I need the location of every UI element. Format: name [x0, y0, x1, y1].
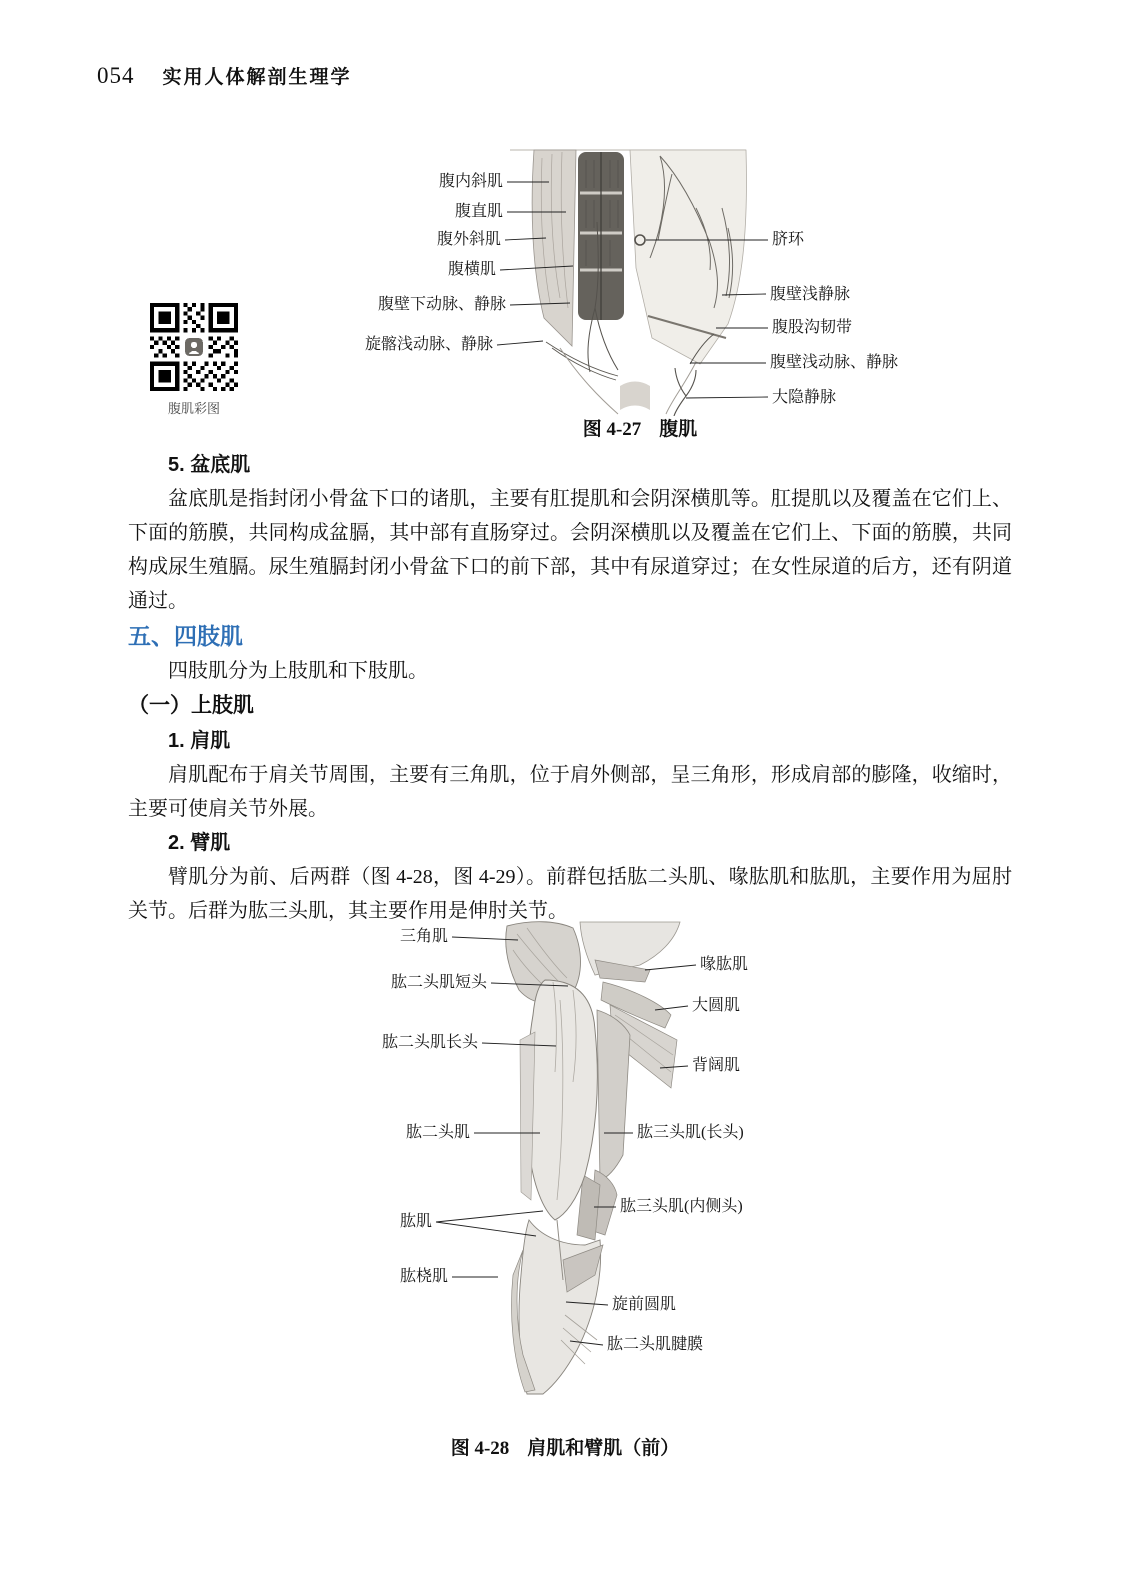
fig427-label-great-saphenous: 大隐静脉 [772, 389, 837, 406]
heading-pelvic-floor: 5. 盆底肌 [168, 454, 251, 476]
page-number: 054 [97, 63, 135, 88]
fig427-label-external-oblique: 腹外斜肌 [436, 231, 501, 248]
figure-427-caption-label: 图 4-27 [582, 419, 642, 440]
fig428-label-brachialis: 肱肌 [399, 1213, 432, 1230]
fig427-label-transversus: 腹横肌 [447, 261, 496, 278]
fig427-label-rectus-abdominis: 腹直肌 [454, 203, 503, 220]
fig428-label-deltoid: 三角肌 [399, 928, 448, 945]
page-header [97, 62, 352, 89]
fig427-label-inguinal-ligament: 腹股沟韧带 [772, 319, 853, 336]
book-title: 实用人体解剖生理学 [162, 67, 352, 88]
figure-428-caption [300, 1433, 830, 1460]
qr-caption: 腹肌彩图 [167, 401, 220, 416]
fig427-label-inferior-epigastric: 腹壁下动脉、静脉 [377, 296, 506, 313]
body-text [128, 448, 1012, 928]
fig427-label-circumflex-iliac: 旋髂浅动脉、静脉 [364, 336, 493, 353]
figure-428-caption-title: 肩肌和臂肌（前） [527, 1438, 680, 1459]
fig427-label-superficial-epigastric-av: 腹壁浅动脉、静脉 [770, 354, 899, 371]
fig428-label-biceps-long-head: 肱二头肌长头 [381, 1034, 478, 1051]
heading-shoulder: 1. 肩肌 [168, 730, 231, 752]
fig427-label-internal-oblique: 腹内斜肌 [438, 173, 503, 190]
heading-upper-limb: （一）上肢肌 [128, 694, 254, 717]
para-limb-intro: 四肢肌分为上肢肌和下肢肌。 [168, 660, 428, 682]
heading-limb-muscles: 五、四肢肌 [128, 623, 243, 649]
fig428-label-bicipital-aponeurosis: 肱二头肌腱膜 [607, 1336, 704, 1353]
fig428-label-biceps-short-head: 肱二头肌短头 [390, 974, 487, 991]
para-arm: 臂肌分为前、后两群（图 4-28，图 4-29）。前群包括肱二头肌、喙肱肌和肱肌，主要作用为屈肘关节。后群为肱三头肌，其主要作用是伸肘关节。 [128, 866, 1012, 922]
fig428-label-pronator-teres: 旋前圆肌 [612, 1296, 677, 1313]
para-shoulder: 肩肌配布于肩关节周围，主要有三角肌，位于肩外侧部，呈三角形，形成肩部的膨隆，收缩时，主要可使肩关节外展。 [128, 764, 1012, 820]
fig428-label-latissimus-dorsi: 背阔肌 [692, 1057, 741, 1074]
figure-428-leader-lines [0, 920, 1127, 1400]
para-pelvic-floor: 盆底肌是指封闭小骨盆下口的诸肌，主要有肛提肌和会阴深横肌等。肛提肌以及覆盖在它们上、下面的筋膜，共同构成盆膈，其中部有直肠穿过。会阴深横肌以及覆盖在它们上、下面的筋膜，共同构成尿生殖膈。尿生殖膈封闭小骨盆下口的前下部，其中有尿道穿过；在女性尿道的后方，还有阴道通过。 [128, 488, 1012, 612]
figure-427-leader-lines [0, 148, 1127, 418]
fig428-label-coracobrachialis: 喙肱肌 [700, 956, 749, 973]
heading-arm: 2. 臂肌 [168, 832, 231, 854]
fig428-label-triceps-long-head: 肱三头肌(长头) [637, 1124, 744, 1141]
fig428-label-biceps: 肱二头肌 [405, 1124, 470, 1141]
fig428-label-brachioradialis: 肱桡肌 [399, 1268, 448, 1285]
fig427-label-superficial-epigastric-v: 腹壁浅静脉 [770, 286, 851, 303]
figure-428-caption-label: 图 4-28 [450, 1438, 510, 1459]
fig428-label-triceps-medial-head: 肱三头肌(内侧头) [620, 1198, 743, 1215]
fig428-label-teres-major: 大圆肌 [692, 997, 741, 1014]
figure-427-caption-title: 腹肌 [659, 419, 698, 440]
figure-428 [0, 920, 1127, 1400]
figure-427-caption [380, 414, 900, 441]
figure-427 [0, 148, 1127, 418]
fig427-label-umbilical-ring: 脐环 [772, 231, 805, 248]
